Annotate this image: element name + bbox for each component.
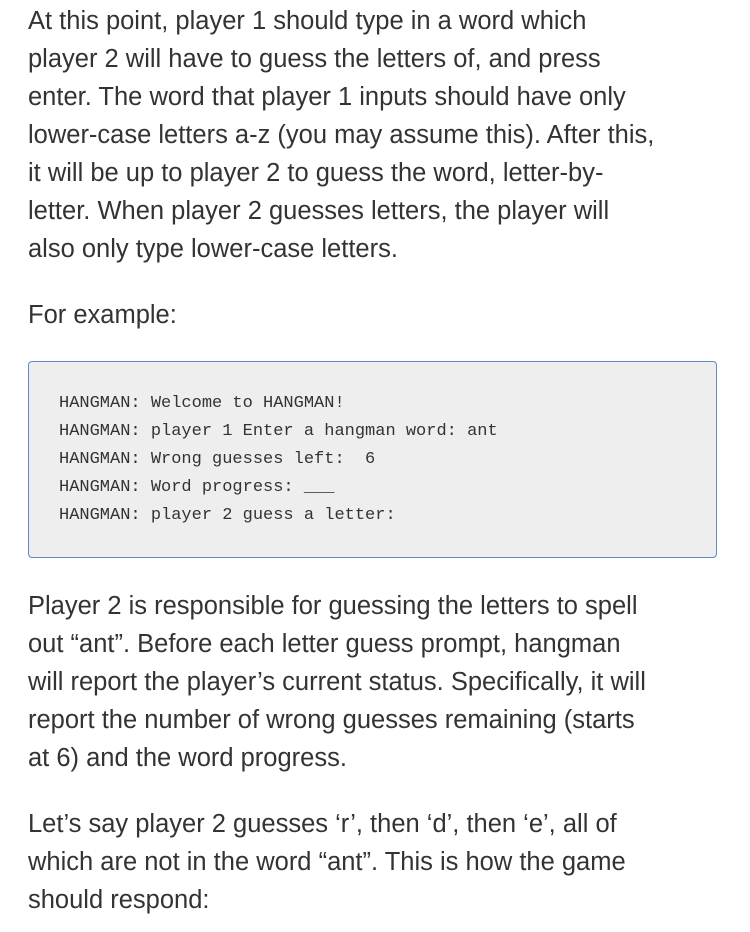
code-example-box <box>28 361 717 558</box>
example-label: For example: <box>28 301 177 329</box>
code-line: HANGMAN: player 2 guess a letter: <box>59 506 396 525</box>
scenario-paragraph: Let’s say player 2 guesses ‘r’, then ‘d’, then ‘e’, all of which are not in the word “ant”. This is how the game should respond: <box>28 810 626 914</box>
code-line: HANGMAN: Wrong guesses left: 6 <box>59 450 376 469</box>
code-line: HANGMAN: Word progress: ___ <box>59 478 335 497</box>
code-line: HANGMAN: player 1 Enter a hangman word: ant <box>59 422 498 441</box>
intro-paragraph: At this point, player 1 should type in a word which player 2 will have to guess the letters of, and press enter. The word that player 1 inputs should have only lower-case letters a-z (you may assume this). After this, it will be up to player 2 to guess the word, letter-by- letter. When player 2 guesses letters, the player will also only type lower-case letters. <box>28 7 655 263</box>
document-page <box>28 2 728 919</box>
responsibility-paragraph: Player 2 is responsible for guessing the letters to spell out “ant”. Before each letter guess prompt, hangman will report the player’s current status. Specifically, it will report the number of wrong guesses remaining (starts at 6) and the word progress. <box>28 592 646 772</box>
code-line: HANGMAN: Welcome to HANGMAN! <box>59 394 345 413</box>
